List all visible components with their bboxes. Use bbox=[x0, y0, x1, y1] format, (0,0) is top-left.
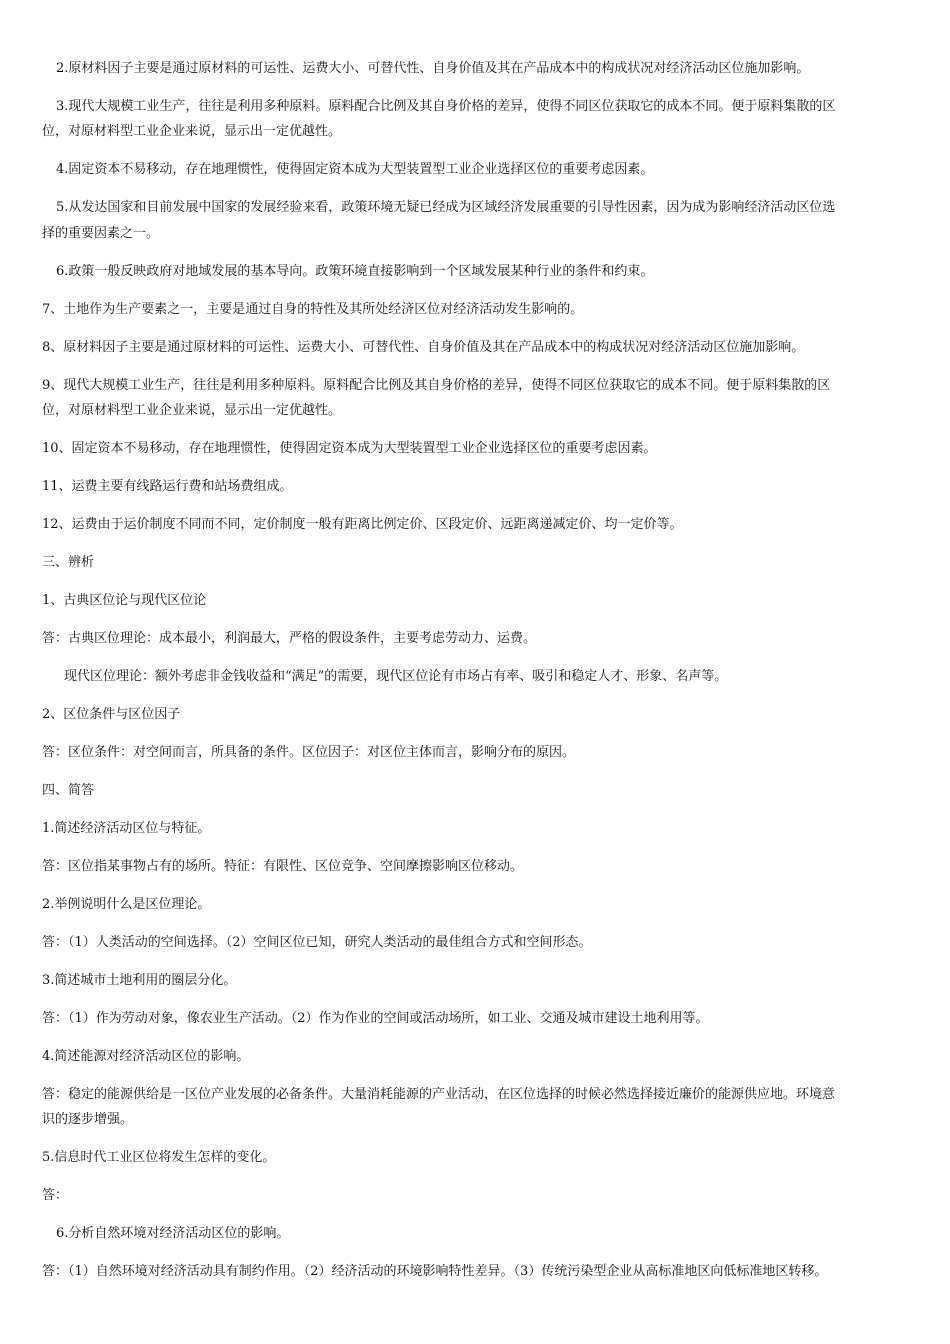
text-line-29: 答：稳定的能源供给是一区位产业发展的必备条件。大量消耗能源的产业活动，在区位选择的时候必然选择接近廉价的能源供应地。环境意 bbox=[42, 1087, 836, 1102]
section-heading-3: 三、辨析 bbox=[42, 555, 95, 570]
text-line-5: 5.从发达国家和目前发展中国家的发展经验来看，政策环境无疑已经成为区域经济发展重要的引导性因素，因为成为影响经济活动区位选 bbox=[56, 200, 836, 215]
text-line-24: 2.举例说明什么是区位理论。 bbox=[42, 897, 211, 912]
text-line-6: 择的重要因素之一。 bbox=[42, 226, 160, 241]
text-line-9: 8、原材料因子主要是通过原材料的可运性、运费大小、可替代性、自身价值及其在产品成本中的构成状况对经济活动区位施加影响。 bbox=[42, 340, 805, 355]
text-line-17: 答：古典区位理论：成本最小，利润最大，严格的假设条件，主要考虑劳动力、运费。 bbox=[42, 631, 537, 646]
text-line-31: 5.信息时代工业区位将发生怎样的变化。 bbox=[42, 1150, 276, 1165]
text-line-14: 12、运费由于运价制度不同而不同，定价制度一般有距离比例定价、区段定价、远距离递减定价、均一定价等。 bbox=[42, 517, 683, 532]
text-line-32: 答： bbox=[42, 1188, 69, 1203]
text-line-12: 10、固定资本不易移动，存在地理惯性，使得固定资本成为大型装置型工业企业选择区位的重要考虑因素。 bbox=[42, 441, 657, 456]
text-line-30: 识的逐步增强。 bbox=[42, 1112, 134, 1127]
text-line-22: 1.简述经济活动区位与特征。 bbox=[42, 821, 211, 836]
text-line-28: 4.简述能源对经济活动区位的影响。 bbox=[42, 1049, 250, 1064]
text-line-33: 6.分析自然环境对经济活动区位的影响。 bbox=[56, 1226, 290, 1241]
text-line-27: 答：（1）作为劳动对象，像农业生产活动。（2）作为作业的空间或活动场所，如工业、交通及城市建设土地利用等。 bbox=[42, 1011, 709, 1026]
text-line-23: 答：区位指某事物占有的场所。特征：有限性、区位竞争、空间摩擦影响区位移动。 bbox=[42, 859, 524, 874]
text-line-25: 答：（1）人类活动的空间选择。（2）空间区位已知，研究人类活动的最佳组合方式和空间形态。 bbox=[42, 935, 592, 950]
text-line-18: 现代区位理论：额外考虑非金钱收益和“满足”的需要，现代区位论有市场占有率、吸引和稳定人才、形象、名声等。 bbox=[64, 669, 728, 684]
text-line-13: 11、运费主要有线路运行费和站场费组成。 bbox=[42, 479, 293, 494]
text-line-11: 位，对原材料型工业企业来说，显示出一定优越性。 bbox=[42, 403, 342, 418]
text-line-16: 1、古典区位论与现代区位论 bbox=[42, 593, 207, 608]
text-line-2: 3.现代大规模工业生产，往往是利用多种原料。原料配合比例及其自身价格的差异，使得不同区位获取它的成本不同。便于原料集散的区 bbox=[56, 99, 836, 114]
text-line-26: 3.简述城市土地利用的圈层分化。 bbox=[42, 973, 237, 988]
text-line-4: 4.固定资本不易移动，存在地理惯性，使得固定资本成为大型装置型工业企业选择区位的重要考虑因素。 bbox=[56, 162, 654, 177]
text-line-3: 位，对原材料型工业企业来说，显示出一定优越性。 bbox=[42, 124, 342, 139]
text-line-8: 7、土地作为生产要素之一，主要是通过自身的特性及其所处经济区位对经济活动发生影响的。 bbox=[42, 302, 584, 317]
text-line-7: 6.政策一般反映政府对地域发展的基本导向。政策环境直接影响到一个区域发展某种行业的条件和约束。 bbox=[56, 264, 654, 279]
text-line-10: 9、现代大规模工业生产，往往是利用多种原料。原料配合比例及其自身价格的差异，使得不同区位获取它的成本不同。便于原料集散的区 bbox=[42, 378, 831, 393]
text-line-34: 答：（1）自然环境对经济活动具有制约作用。（2）经济活动的环境影响特性差异。（3）传统污染型企业从高标准地区向低标准地区转移。 bbox=[42, 1264, 828, 1279]
text-line-20: 答：区位条件：对空间而言，所具备的条件。区位因子：对区位主体而言，影响分布的原因。 bbox=[42, 745, 576, 760]
text-line-19: 2、区位条件与区位因子 bbox=[42, 707, 181, 722]
section-heading-4: 四、简答 bbox=[42, 783, 95, 798]
text-line-1: 2.原材料因子主要是通过原材料的可运性、运费大小、可替代性、自身价值及其在产品成本中的构成状况对经济活动区位施加影响。 bbox=[56, 61, 810, 76]
